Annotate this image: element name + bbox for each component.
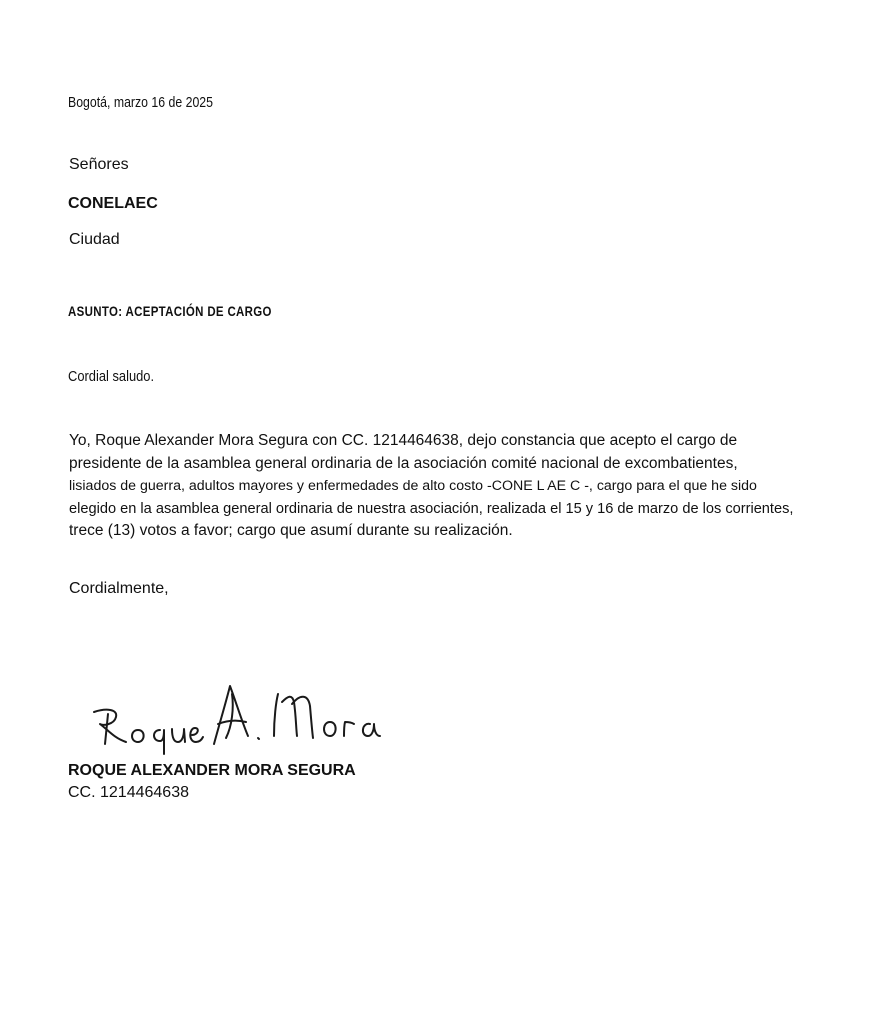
signature-drawing xyxy=(86,672,386,758)
subject-line: ASUNTO: ACEPTACIÓN DE CARGO xyxy=(68,303,272,319)
body-line: elegido en la asamblea general ordinaria de nuestra asociación, realizada el 15 y 16 de marzo de los corrientes, xyxy=(69,500,794,517)
letter-date: Bogotá, marzo 16 de 2025 xyxy=(68,94,213,111)
letter-body xyxy=(69,430,794,543)
signer-name: ROQUE ALEXANDER MORA SEGURA xyxy=(68,762,356,779)
greeting: Cordial saludo. xyxy=(68,368,155,385)
body-line: Yo, Roque Alexander Mora Segura con CC. 1214464638, dejo constancia que acepto el cargo de xyxy=(69,432,738,449)
closing: Cordialmente, xyxy=(69,580,169,597)
recipient-organization: CONELAEC xyxy=(68,195,158,212)
recipient-city: Ciudad xyxy=(69,231,120,248)
body-line: trece (13) votos a favor; cargo que asumí durante su realización. xyxy=(69,522,513,539)
signer-id-number: CC. 1214464638 xyxy=(68,784,189,801)
body-line: presidente de la asamblea general ordinaria de la asociación comité nacional de excombatientes, xyxy=(69,454,738,472)
salutation: Señores xyxy=(69,156,129,173)
handwritten-signature xyxy=(86,672,386,758)
body-line: lisiados de guerra, adultos mayores y enfermedades de alto costo -CONE L AE C -, cargo para el que he sido xyxy=(69,478,757,494)
